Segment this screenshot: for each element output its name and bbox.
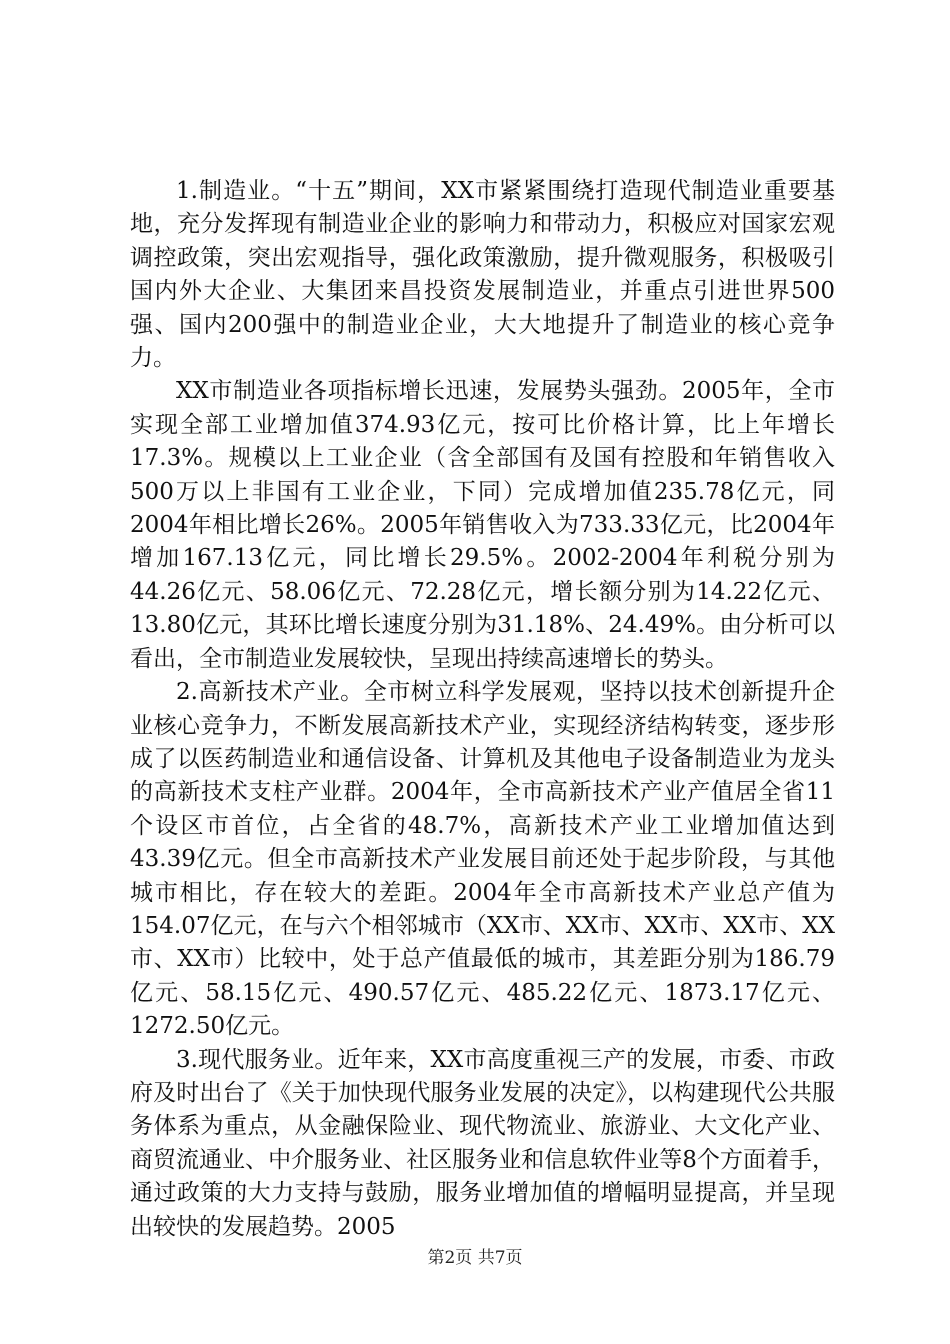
- paragraph-manufacturing-indicators: XX市制造业各项指标增长迅速，发展势头强劲。2005年，全市实现全部工业增加值374.93亿元，按可比价格计算，比上年增长17.3%。规模以上工业企业（含全部国有及国有控股和年销售收入500万以上非国有工业企业，下同）完成增加值235.78亿元，同2004年相比增长26%。2005年销售收入为733.33亿元，比2004年增加167.13亿元，同比增长29.5%。2002-2004年利税分别为44.26亿元、58.06亿元、72.28亿元，增长额分别为14.22亿元、13.80亿元，其环比增长速度分别为31.18%、24.49%。由分析可以看出，全市制造业发展较快，呈现出持续高速增长的势头。: [130, 378, 835, 672]
- page-number: 第2页 共7页: [427, 1248, 523, 1268]
- paragraph-high-tech-industry: 2.高新技术产业。全市树立科学发展观，坚持以技术创新提升企业核心竞争力，不断发展高新技术产业，实现经济结构转变，逐步形成了以医药制造业和通信设备、计算机及其他电子设备制造业为龙头的高新技术支柱产业群。2004年，全市高新技术产业产值居全省11个设区市首位，占全省的48.7%，高新技术产业工业增加值达到43.39亿元。但全市高新技术产业发展目前还处于起步阶段，与其他城市相比，存在较大的差距。2004年全市高新技术产业总产值为154.07亿元，在与六个相邻城市（XX市、XX市、XX市、XX市、XX市、XX市）比较中，处于总产值最低的城市，其差距分别为186.79亿元、58.15亿元、490.57亿元、485.22亿元、1873.17亿元、1272.50亿元。: [130, 679, 835, 1040]
- paragraph-manufacturing: 1.制造业。“十五”期间，XX市紧紧围绕打造现代制造业重要基地，充分发挥现有制造业企业的影响力和带动力，积极应对国家宏观调控政策，突出宏观指导，强化政策激励，提升微观服务，积极吸引国内外大企业、大集团来昌投资发展制造业，并重点引进世界500强、国内200强中的制造业企业，大大地提升了制造业的核心竞争力。: [130, 178, 835, 372]
- document-body: [130, 175, 835, 1244]
- paragraph-modern-services: 3.现代服务业。近年来，XX市高度重视三产的发展，市委、市政府及时出台了《关于加快现代服务业发展的决定》，以构建现代公共服务体系为重点，从金融保险业、现代物流业、旅游业、大文化产业、商贸流通业、中介服务业、社区服务业和信息软件业等8个方面着手，通过政策的大力支持与鼓励，服务业增加值的增幅明显提高，并呈现出较快的发展趋势。2005: [130, 1046, 835, 1240]
- page-footer: [0, 1243, 950, 1268]
